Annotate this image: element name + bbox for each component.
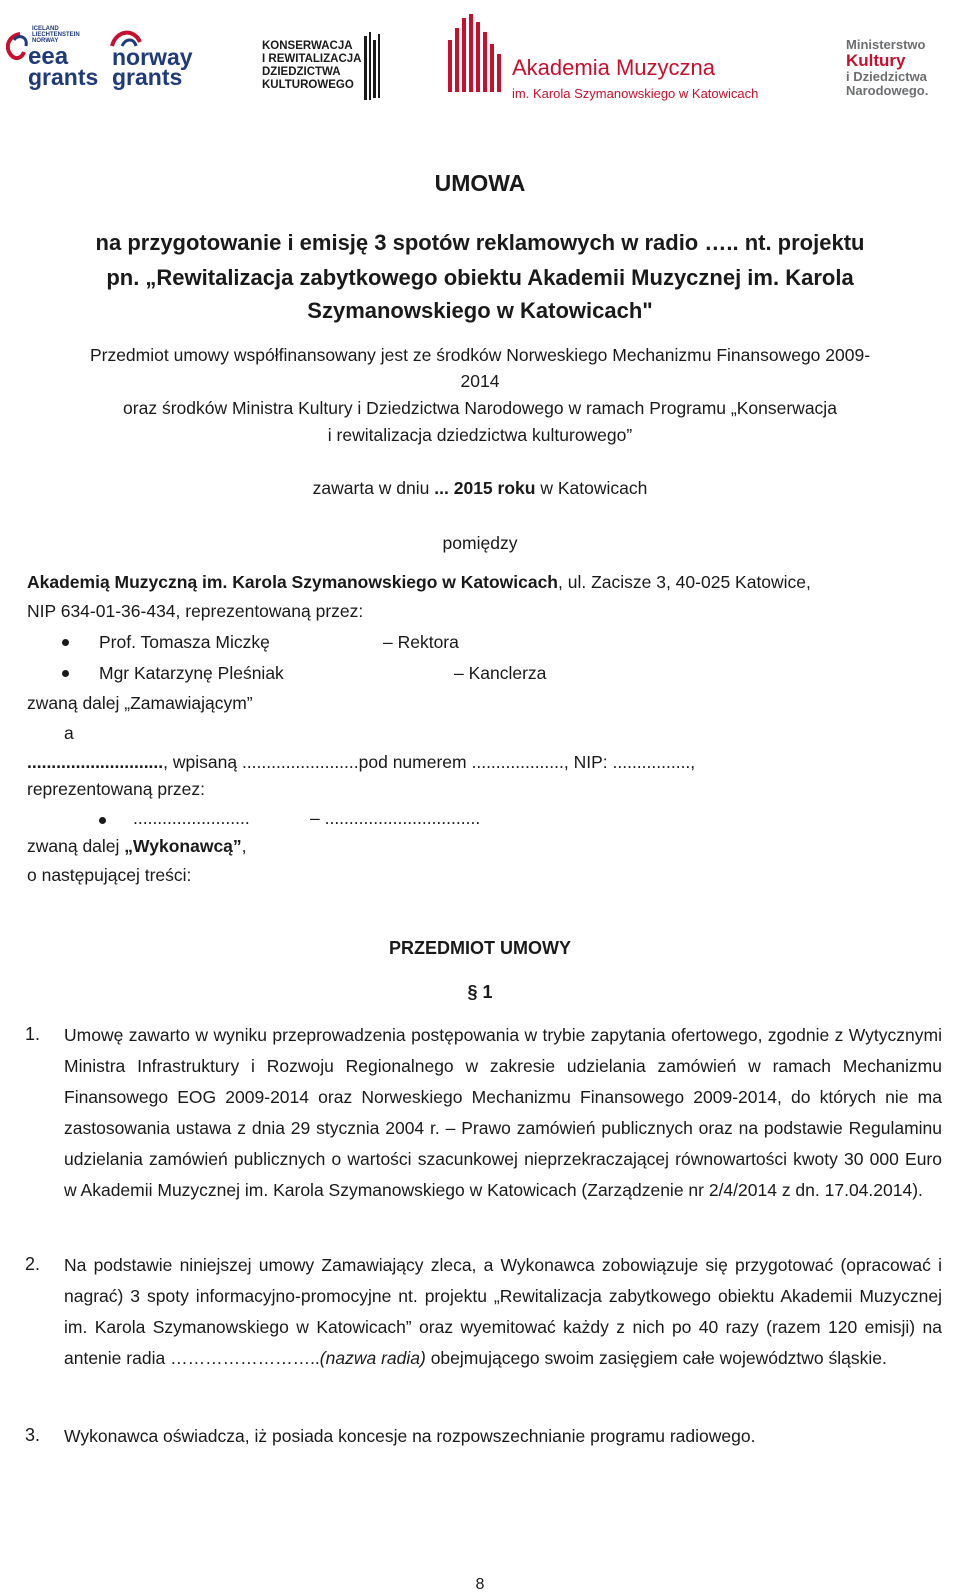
konserwacja-line: KULTUROWEGO xyxy=(262,79,354,91)
radio-name-blank: …………………….. xyxy=(165,1348,320,1368)
clause-body: Na podstawie niniejszej umowy Zamawiający zleca, a Wykonawca zobowiązuje się przygotować (opracować i nagrać) 3 spoty informacyjno-promocyjne nt. projektu „Rewitalizacja zabytkowego obiektu Akademii Muzycznej im. Karola Szymanowskiego w Katowicach” oraz wyemitować każdy z nich po 40 razy (razem 120 emisji) na antenie radia xyxy=(64,1255,942,1368)
party2-text: , wpisaną xyxy=(163,752,242,772)
party1-line xyxy=(27,572,811,593)
eea-word: eea xyxy=(28,43,69,70)
party2-text: , NIP: xyxy=(563,752,613,772)
rep-name: Prof. Tomasza Miczkę xyxy=(99,632,270,652)
akademia-subtitle: im. Karola Szymanowskiego w Katowicach xyxy=(512,86,759,101)
grants-word: grants xyxy=(112,64,183,90)
logo-bar xyxy=(0,0,960,110)
party2-blank: ........................ xyxy=(241,752,359,772)
clause-number: 1. xyxy=(25,1024,41,1044)
party2-called xyxy=(27,836,247,857)
rep-role: – Rektora xyxy=(383,632,459,652)
content-intro: o następującej treści: xyxy=(27,865,192,885)
ministerstwo-line: Ministerstwo xyxy=(846,37,926,52)
section-paragraph-mark: § 1 xyxy=(467,982,493,1002)
party1-nip: NIP 634-01-36-434, reprezentowaną przez: xyxy=(27,601,364,621)
konserwacja-line: DZIEDZICTWA xyxy=(262,66,341,78)
party2-text: pod numerem xyxy=(358,752,472,772)
grants-word: grants xyxy=(28,64,99,90)
list-bullet xyxy=(62,670,69,677)
date-prefix: zawarta w dniu xyxy=(312,478,430,498)
rep-role: – Kanclerza xyxy=(454,663,547,683)
party2-called-name: „Wykonawcą” xyxy=(124,836,242,856)
and-word: a xyxy=(64,723,74,743)
party2-blank: ................ xyxy=(612,752,691,772)
eea-country-line: ICELAND xyxy=(32,26,59,32)
konserwacja-logo xyxy=(262,32,384,100)
section-title: PRZEDMIOT UMOWY xyxy=(389,938,571,958)
funding-line: 2014 xyxy=(460,371,500,391)
barcode-bars-icon xyxy=(362,32,382,100)
party2-called-text: zwaną dalej xyxy=(27,836,125,856)
dziedzictwa-line: i Dziedzictwa xyxy=(846,69,927,84)
norway-grants-logo xyxy=(104,26,200,94)
kultury-line: Kultury xyxy=(846,51,906,70)
clause-text xyxy=(64,1250,942,1374)
date-value: ... 2015 roku xyxy=(434,478,536,498)
clause-number: 2. xyxy=(25,1254,41,1274)
narodowego-line: Narodowego. xyxy=(846,83,929,98)
rep-name-blank: ........................ xyxy=(133,808,250,828)
ministerstwo-logo xyxy=(846,38,956,104)
konserwacja-line: KONSERWACJA xyxy=(262,40,353,52)
list-bullet xyxy=(99,817,106,824)
funding-line: oraz środków Ministra Kultury i Dziedzictwa Narodowego w ramach Programu „Konserwacja xyxy=(123,398,837,418)
party2-line xyxy=(27,752,695,773)
clause-body: obejmującego swoim zasięgiem całe województwo śląskie. xyxy=(425,1348,887,1368)
eea-grants-logo xyxy=(6,26,100,94)
clause-text: Wykonawca oświadcza, iż posiada koncesje na rozpowszechnianie programu radiowego. xyxy=(64,1426,756,1446)
organ-pipes-icon xyxy=(446,14,504,96)
party1-called: zwaną dalej „Zamawiającym” xyxy=(27,693,253,713)
date-suffix: w Katowicach xyxy=(540,478,648,498)
list-bullet xyxy=(62,639,69,646)
party2-blank: ................... xyxy=(471,752,564,772)
rep-role-blank: – ................................ xyxy=(310,808,481,828)
document-title: UMOWA xyxy=(434,170,526,196)
rep-name: Mgr Katarzynę Pleśniak xyxy=(99,663,284,683)
date-line xyxy=(0,478,960,499)
funding-line: i rewitalizacja dziedzictwa kulturowego” xyxy=(327,425,633,445)
heading-line: Szymanowskiego w Katowicach" xyxy=(307,298,653,323)
page-number: 8 xyxy=(475,1576,485,1593)
party2-represented: reprezentowaną przez: xyxy=(27,779,206,799)
norway-word: norway xyxy=(112,44,193,70)
party1-name: Akademią Muzyczną im. Karola Szymanowskiego w Katowicach xyxy=(27,572,558,592)
party2-text: , xyxy=(690,752,696,772)
konserwacja-line: I REWITALIZACJA xyxy=(262,53,362,65)
party2-called-text: , xyxy=(241,836,247,856)
between-label: pomiędzy xyxy=(442,533,518,553)
clause-text: Umowę zawarto w wyniku przeprowadzenia postępowania w trybie zapytania ofertowego, zgodnie z Wytycznymi Ministra Infrastruktury i Rozwoju Regionalnego w zakresie udzielania zamówień w ramach Mechanizmu Finansowego EOG 2009-2014 oraz Norweskiego Mechanizmu Finansowego 2009-2014, do których nie ma zastosowania ustawa z dnia 29 stycznia 2004 r. – Prawo zamówień publicznych oraz na podstawie Regulaminu udzielania zamówień publicznych o wartości szacunkowej nieprzekraczającej równowartości kwoty 30 000 Euro w Akademii Muzycznej im. Karola Szymanowskiego w Katowicach (Zarządzenie nr 2/4/2014 z dn. 17.04.2014). xyxy=(64,1025,942,1200)
party1-address: , ul. Zacisze 3, 40-025 Katowice, xyxy=(558,572,811,592)
party2-name-blank: ............................ xyxy=(27,752,164,772)
akademia-muzyczna-logo xyxy=(446,14,796,104)
heading-line: na przygotowanie i emisję 3 spotów reklamowych w radio ….. nt. projektu xyxy=(95,230,865,255)
heading-line: pn. „Rewitalizacja zabytkowego obiektu Akademii Muzycznej im. Karola xyxy=(106,265,854,290)
funding-line: Przedmiot umowy współfinansowany jest ze środków Norweskiego Mechanizmu Finansowego 2009- xyxy=(89,345,871,365)
clause-number: 3. xyxy=(25,1425,41,1445)
eea-country-line: NORWAY xyxy=(32,38,59,44)
radio-name-hint: (nazwa radia) xyxy=(319,1348,426,1368)
eea-country-line: LIECHTENSTEIN xyxy=(32,32,80,38)
akademia-title: Akademia Muzyczna xyxy=(512,55,715,80)
